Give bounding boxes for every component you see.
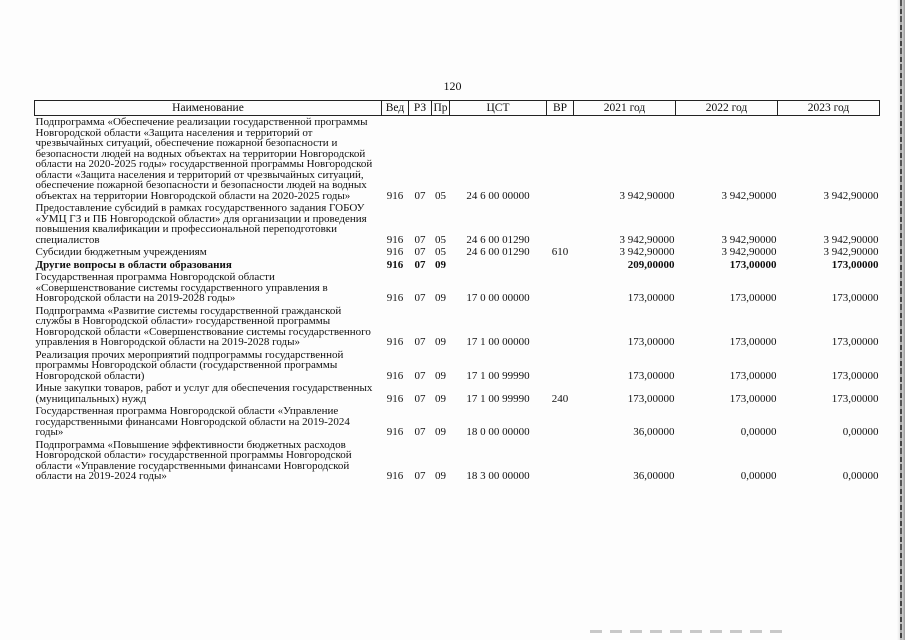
col-ved-header: Вед [382, 101, 409, 116]
row-cst [450, 259, 547, 272]
row-vr: 240 [551, 392, 569, 405]
row-2021: 173,00000 [627, 369, 675, 382]
row-2022: 173,00000 [729, 292, 777, 304]
row-cst: 24 6 00 01290 [466, 246, 530, 258]
col-2022-header: 2022 год [676, 101, 778, 116]
row-cst: 18 0 00 00000 [466, 426, 530, 438]
row-name: Предоставление субсидий в рамках государственного задания ГОБОУ «УМЦ ГЗ и ПБ Новгородской области» для организации и проведения повышения квалификации и профессиональной переподготовки специалистов [35, 202, 367, 246]
row-2023: 0,00000 [842, 426, 879, 438]
row-ved: 916 [386, 189, 404, 202]
row-cst: 17 0 00 00000 [466, 292, 530, 304]
scan-edge-line [900, 0, 902, 640]
row-ved: 916 [386, 292, 404, 304]
row-cst: 24 6 00 00000 [466, 189, 530, 202]
row-vr: 610 [551, 246, 569, 258]
row-ved: 916 [386, 426, 404, 438]
row-2022: 3 942,90000 [721, 233, 777, 246]
row-pr: 09 [435, 336, 446, 348]
row-2022: 173,00000 [729, 336, 777, 348]
row-vr [547, 405, 574, 439]
row-vr [547, 439, 574, 483]
row-name: Подпрограмма «Обеспечение реализации государственной программы Новгородской области «Защита населения и территорий от чрезвычайных ситуаций, обеспечение пожарной безопасности и безопасности людей на водных объектах на территории Новгородской области на 2020-2025 годы» государственной программы Новгородской области «Защита населения и территорий от чрезвычайных ситуаций, обеспечение пожарной безопасности и безопасности людей на водных объектах на территории Новгородской области на 2020-2025 годы» [35, 116, 373, 202]
row-2023: 173,00000 [831, 369, 879, 382]
row-name: Субсидии бюджетным учреждениям [35, 246, 207, 258]
page-number: 120 [443, 79, 462, 93]
row-pr: 09 [435, 369, 446, 382]
row-rz: 07 [414, 392, 426, 405]
row-cst: 18 3 00 00000 [466, 470, 530, 482]
row-pr: 05 [435, 246, 446, 258]
row-2021: 173,00000 [627, 292, 675, 304]
row-2022: 173,00000 [729, 369, 777, 382]
table-row [35, 271, 880, 305]
table-row [35, 259, 880, 272]
row-pr: 09 [435, 426, 446, 438]
table-row [35, 305, 880, 349]
row-ved: 916 [386, 470, 404, 482]
row-pr: 05 [435, 233, 446, 246]
row-rz: 07 [414, 369, 426, 382]
row-ved: 916 [386, 392, 404, 405]
table-row [35, 116, 880, 203]
row-2023: 173,00000 [831, 336, 879, 348]
row-cst: 17 1 00 00000 [466, 336, 530, 348]
row-cst: 17 1 00 99990 [466, 392, 530, 405]
row-vr [547, 259, 574, 272]
row-vr [547, 271, 574, 305]
row-vr [547, 349, 574, 383]
table-row [35, 246, 880, 259]
row-pr: 09 [435, 258, 446, 271]
row-2022: 3 942,90000 [721, 189, 777, 202]
row-2021: 3 942,90000 [619, 246, 675, 258]
row-vr [547, 116, 574, 203]
row-name: Другие вопросы в области образования [35, 258, 232, 271]
col-pr-header: Пр [433, 101, 448, 114]
row-2023: 3 942,90000 [823, 233, 879, 246]
row-2021: 3 942,90000 [619, 233, 675, 246]
row-name: Подпрограмма «Развитие системы государственной гражданской службы в Новгородской области» государственной программы Новгородской области «Совершенствование системы государственного управления в Новгородской области на 2019-2028 годы» [35, 304, 371, 348]
row-name: Государственная программа Новгородской области «Совершенствование системы государственного управления в Новгородской области на 2019-2028 годы» [35, 271, 328, 304]
col-2023-header: 2023 год [778, 101, 880, 116]
row-name: Иные закупки товаров, работ и услуг для обеспечения государственных (муниципальных) нужд [35, 382, 373, 405]
row-pr: 05 [435, 189, 446, 202]
row-rz: 07 [414, 292, 426, 304]
budget-table [34, 100, 880, 483]
col-2021-header: 2021 год [574, 101, 676, 116]
row-2022: 0,00000 [740, 426, 777, 438]
row-ved: 916 [386, 246, 404, 258]
table-row [35, 202, 880, 246]
row-pr: 09 [435, 392, 446, 405]
row-vr [547, 305, 574, 349]
row-rz: 07 [414, 470, 426, 482]
row-name: Государственная программа Новгородской области «Управление государственными финансами Новгородской области на 2019-2024 годы» [35, 405, 350, 438]
table-header [35, 101, 880, 116]
row-2021: 209,00000 [627, 258, 675, 271]
row-2023: 173,00000 [831, 258, 879, 271]
row-name: Подпрограмма «Повышение эффективности бюджетных расходов Новгородской области» государственной программы Новгородской области «Управление государственными финансами Новгородской области на 2019-2024 годы» [35, 438, 352, 482]
header-row [35, 101, 880, 116]
row-2021: 36,00000 [633, 426, 675, 438]
row-rz: 07 [414, 189, 426, 202]
row-rz: 07 [414, 258, 426, 271]
row-pr: 09 [435, 292, 446, 304]
row-2021: 173,00000 [627, 336, 675, 348]
row-2023: 173,00000 [831, 392, 879, 405]
table-row [35, 439, 880, 483]
table-row [35, 382, 880, 405]
row-vr [547, 202, 574, 246]
row-cst: 17 1 00 99990 [466, 369, 530, 382]
row-2021: 173,00000 [627, 392, 675, 405]
row-2023: 3 942,90000 [823, 246, 879, 258]
row-ved: 916 [386, 369, 404, 382]
row-rz: 07 [414, 246, 426, 258]
row-2022: 173,00000 [729, 392, 777, 405]
table-body [35, 116, 880, 483]
row-2023: 0,00000 [842, 470, 879, 482]
col-cst-header: ЦСТ [450, 101, 547, 116]
row-pr: 09 [435, 470, 446, 482]
table-row [35, 349, 880, 383]
row-cst: 24 6 00 01290 [466, 233, 530, 246]
row-ved: 916 [386, 336, 404, 348]
row-rz: 07 [414, 426, 426, 438]
row-2022: 173,00000 [729, 258, 777, 271]
row-2023: 173,00000 [831, 292, 879, 304]
row-2021: 36,00000 [633, 470, 675, 482]
col-vr-header: ВР [547, 101, 574, 116]
col-rz-header: РЗ [409, 101, 432, 116]
table-row [35, 405, 880, 439]
col-name-header: Наименование [35, 101, 382, 116]
row-2021: 3 942,90000 [619, 189, 675, 202]
scan-noise [590, 630, 790, 633]
row-ved: 916 [386, 233, 404, 246]
row-ved: 916 [386, 258, 404, 271]
row-rz: 07 [414, 233, 426, 246]
row-name: Реализация прочих мероприятий подпрограммы государственной программы Новгородской области (государственной программы Новгородской области) [35, 348, 344, 382]
row-rz: 07 [414, 336, 426, 348]
row-2023: 3 942,90000 [823, 189, 879, 202]
row-2022: 0,00000 [740, 470, 777, 482]
row-2022: 3 942,90000 [721, 246, 777, 258]
